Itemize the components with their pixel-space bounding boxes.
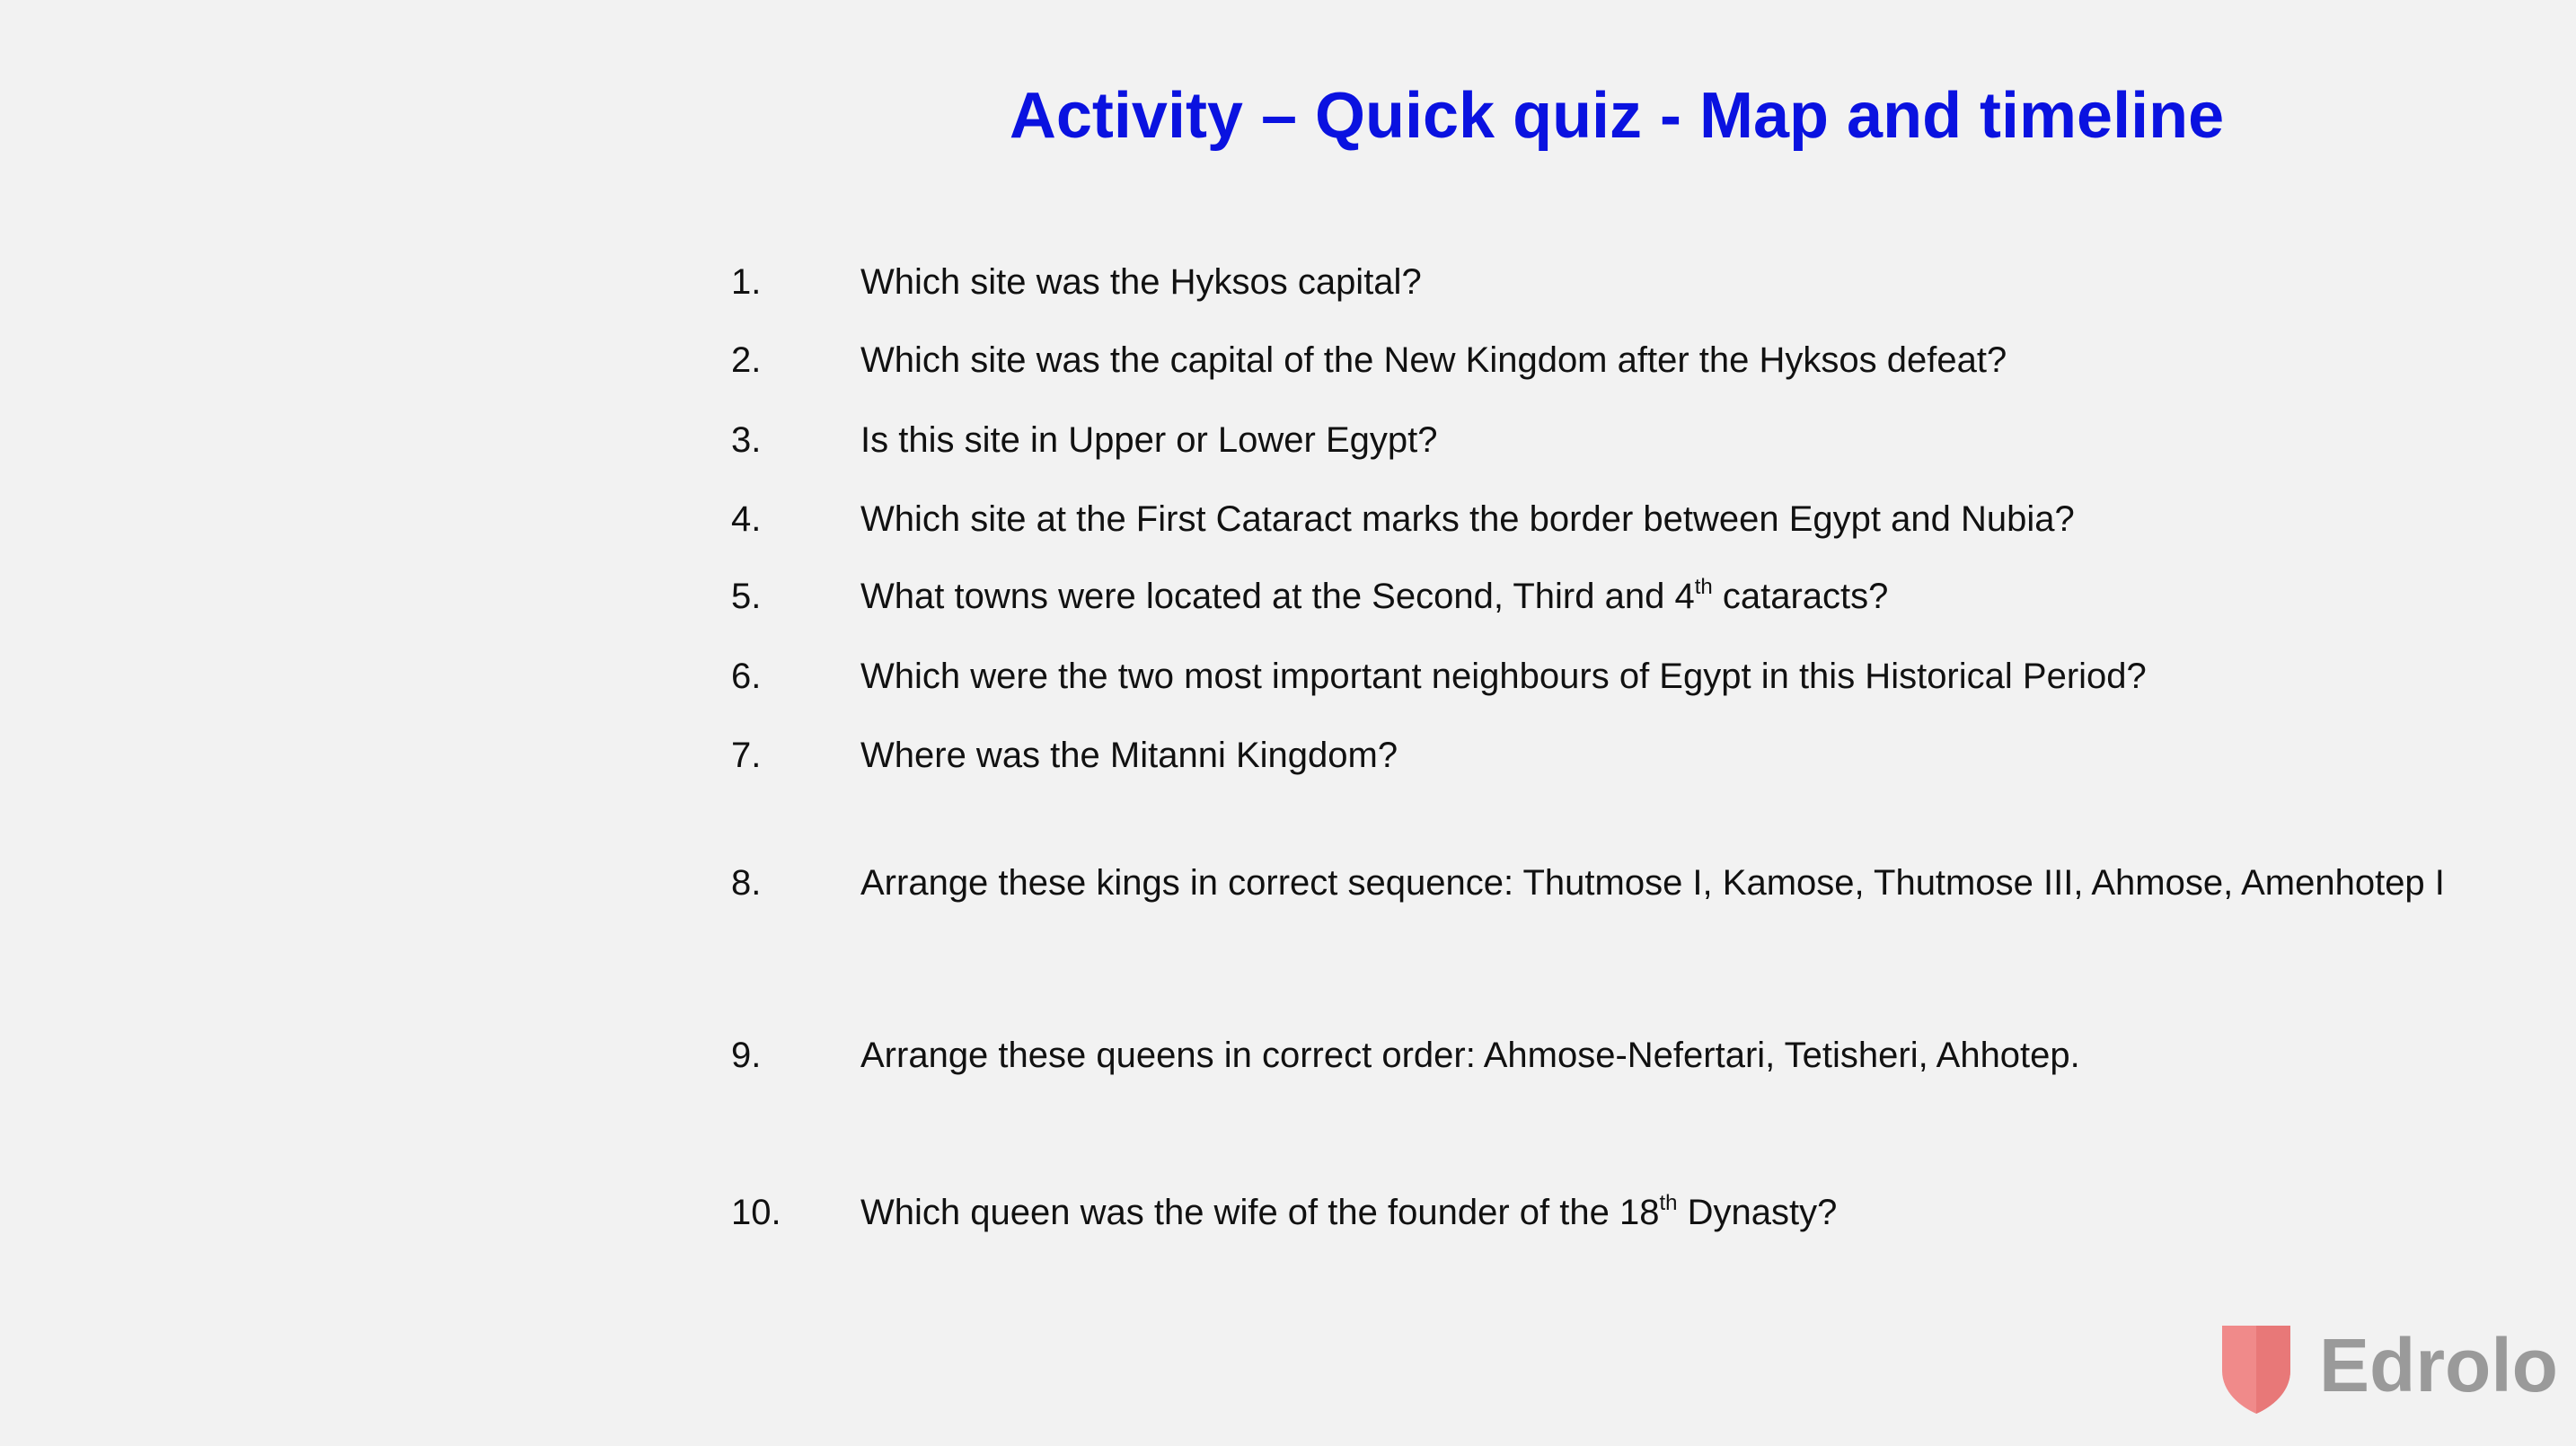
logo-text: Edrolo <box>2319 1323 2558 1407</box>
question-number: 3. <box>731 420 762 460</box>
question-text-part: cataracts? <box>1712 577 1889 616</box>
ordinal-suffix: th <box>1659 1191 1678 1215</box>
question-number: 6. <box>731 657 762 696</box>
question-text <box>860 573 2459 620</box>
ordinal-suffix: th <box>1694 575 1713 599</box>
question-text-part: Dynasty? <box>1677 1193 1838 1232</box>
question-text-part: What towns were located at the Second, Third and 4 <box>860 577 1695 616</box>
question-number: 2. <box>731 340 762 380</box>
question-text-part: Which queen was the wife of the founder of the 18 <box>860 1193 1660 1232</box>
question-number: 9. <box>731 1036 762 1075</box>
question-text: Which were the two most important neighbours of Egypt in this Historical Period? <box>860 657 2147 696</box>
question-text: Arrange these queens in correct order: Ahmose-Nefertari, Tetisheri, Ahhotep. <box>860 1036 2080 1075</box>
edrolo-logo <box>2220 1320 2558 1419</box>
question-text: Where was the Mitanni Kingdom? <box>860 736 1398 775</box>
question-text: Which site was the capital of the New Kingdom after the Hyksos defeat? <box>860 340 2007 380</box>
question-number: 1. <box>731 262 762 302</box>
question-text: Arrange these kings in correct sequence: Thutmose I, Kamose, Thutmose III, Ahmose, Amenhotep I <box>860 863 2445 903</box>
question-text <box>860 1189 2459 1236</box>
question-number: 5. <box>731 577 762 616</box>
slide-title: Activity – Quick quiz - Map and timeline <box>1009 80 2225 152</box>
question-text: Which site at the First Cataract marks the border between Egypt and Nubia? <box>860 499 2075 539</box>
question-text: Is this site in Upper or Lower Egypt? <box>860 420 1438 460</box>
question-number: 10. <box>731 1193 781 1232</box>
question-number: 8. <box>731 863 762 903</box>
question-text: Which site was the Hyksos capital? <box>860 262 1422 302</box>
question-number: 4. <box>731 499 762 539</box>
question-number: 7. <box>731 736 762 775</box>
shield-icon <box>2220 1322 2292 1415</box>
